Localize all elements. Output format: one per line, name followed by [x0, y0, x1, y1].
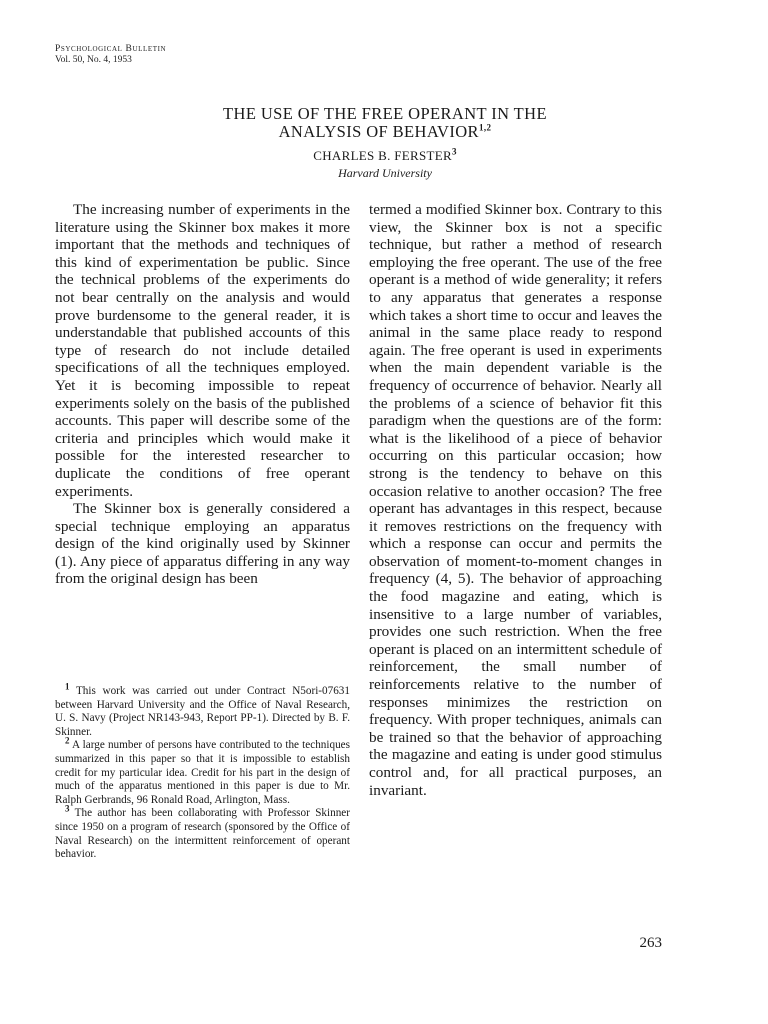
footnote-1 [55, 681, 350, 739]
right-column [369, 201, 662, 799]
page-number: 263 [639, 935, 662, 951]
article-title [100, 105, 670, 141]
author-line [100, 148, 670, 164]
footnote-1-marker: 1 [65, 681, 70, 692]
footnotes [55, 681, 350, 862]
title-footnote-markers: 1,2 [478, 122, 492, 133]
body-paragraph-2: The Skinner box is generally considered a special technique employing an apparatus design of the kind originally used by Skinner (1). Any piece of apparatus differing in any way from the original design has been [55, 500, 350, 588]
footnote-3-marker: 3 [65, 803, 70, 814]
body-paragraph-1: The increasing number of experiments in the literature using the Skinner box makes it more important that the methods and techniques of this kind of experimentation be public. Since the technical problems of the experiments do not bear centrally on the analysis and would prove burdensome to the general reader, it is understandable that published accounts of this type of research do not include detailed specifications of all the techniques employed. Yet it is becoming impossible to repeat experiments solely on the basis of the published accounts. This paper will describe some of the criteria and principles which would make it possible for the interested researcher to duplicate the conditions of free operant experiments. [55, 201, 350, 500]
author-footnote-marker: 3 [451, 146, 457, 157]
footnote-2-marker: 2 [65, 735, 70, 746]
footnote-2 [55, 735, 350, 807]
left-column [55, 201, 350, 588]
author-name: CHARLES B. FERSTER [313, 148, 452, 163]
journal-name: Psychological Bulletin [55, 44, 167, 54]
footnote-3 [55, 803, 350, 861]
volume-info: Vol. 50, No. 4, 1953 [55, 55, 132, 65]
footnote-1-text: This work was carried out under Contract N5ori-07631 between Harvard University and the Office of Naval Research, U. S. Navy (Project NR143-943, Report PP-1). Directed by B. F. Skinner. [55, 685, 350, 738]
author-affiliation: Harvard University [338, 166, 432, 180]
title-line-1: THE USE OF THE FREE OPERANT IN THE [223, 104, 547, 123]
title-line-2 [100, 123, 670, 141]
footnote-3-text: The author has been collaborating with Professor Skinner since 1950 on a program of research (sponsored by the Office of Naval Research) on the intermittent reinforcement of operant behavior. [55, 807, 350, 861]
journal-header [55, 44, 166, 66]
footnote-2-text: A large number of persons have contributed to the techniques summarized in this paper so that it is impossible to establish credit for my particular idea. Credit for his part in the design of much of the apparatus mentioned in this paper is due to Mr. Ralph Gerbrands, 96 Ronald Road, Arlington, Mass. [55, 739, 350, 806]
body-paragraph-continued: termed a modified Skinner box. Contrary to this view, the Skinner box is not a specific technique, but rather a method of research employing the free operant. The use of the free operant is a method of wide generality; it refers to any apparatus that generates a response which takes a short time to occur and leaves the animal in the same place ready to respond again. The free operant is used in experiments when the main dependent variable is the frequency of occurrence of behavior. Nearly all the problems of a science of behavior fit this paradigm when the questions are of the form: what is the likelihood of a piece of behavior occurring on this particular occasion; how strong is the tendency to behave on this occasion relative to another occasion? The free operant has advantages in this respect, because it removes restrictions on the frequency with which a response can occur and permits the observation of moment-to-moment changes in frequency (4, 5). The behavior of approaching the food magazine and eating, which is insensitive to a large number of variables, provides one such restriction. When the free operant is placed on an intermittent schedule of reinforcement, the small number of reinforcements relative to the number of responses minimizes the restriction on frequency. With proper techniques, animals can be trained so that the behavior of approaching the magazine and eating is under good stimulus control and, for all practical purposes, an invariant. [369, 201, 662, 799]
title-line-2-text: ANALYSIS OF BEHAVIOR [278, 122, 479, 141]
